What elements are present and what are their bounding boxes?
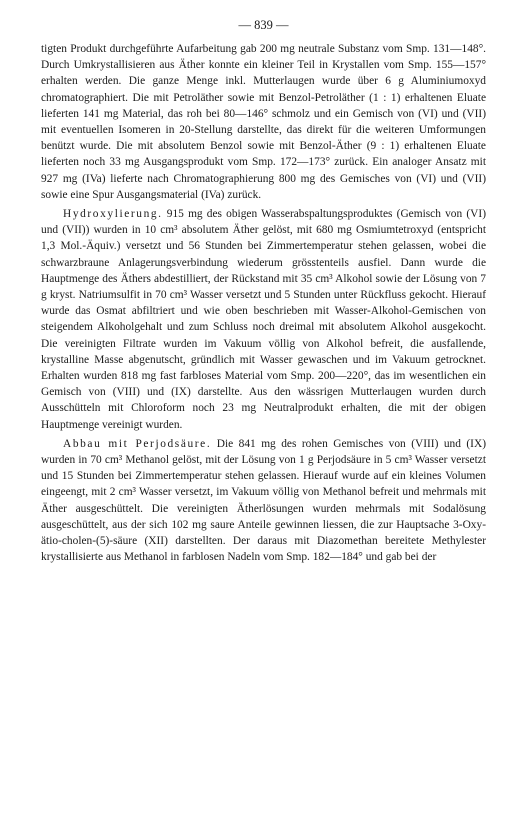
paragraph-continuation: [41, 41, 486, 203]
paragraph-hydroxylierung: [41, 206, 486, 433]
paragraph-abbau-perjodsaeure: [41, 436, 486, 566]
paragraph-text: 915 mg des obigen Wasserabspaltungsproduktes (Gemisch von (VI) und (VII)) wurden in 10 cm³ absolutem Äther gelöst, mit 680 mg Osmiumtetroxyd (entspricht 1,3 Mol.-Äquiv.) versetzt und 56 Stunden bei Zimmertemperatur stehen gelassen, wobei die schwarzbraune Anlagerungsverbindung wiederum grösstenteils ausfiel. Dann wurde die Hauptmenge des Äthers abdestilliert, der Rückstand mit 35 cm³ Alkohol sowie der Lösung von 7 g kryst. Natriumsulfit in 70 cm³ Wasser versetzt und 5 Stunden unter Rückfluss gekocht. Hierauf wurde das Osmat abfiltriert und wie oben beschrieben mit Wasser-Alkohol-Gemischen von steigendem Alkoholgehalt und zum Schluss noch dreimal mit absolutem Alkohol ausgekocht. Die vereinigten Filtrate wurden im Vakuum völlig von Alkohol befreit, die ausfallende, krystalline Masse abgenutscht, gründlich mit Wasser gewaschen und im Vakuum getrocknet. Erhalten wurden 818 mg fast farbloses Material vom Smp. 200—220°, das im wesentlichen ein Gemisch von (VIII) und (IX) darstellte. Aus den wässrigen Mutterlaugen wurden durch Ausschütteln mit Chloroform noch 23 mg Neutralprodukt erhalten, die mit der obigen Hauptmenge vereinigt wurden.: [41, 208, 486, 431]
paragraph-text: Die 841 mg des rohen Gemisches von (VIII) und (IX) wurden in 70 cm³ Methanol gelöst, mit der Lösung von 1 g Perjodsäure in 5 cm³ Wasser versetzt und 15 Stunden bei Zimmertemperatur stehen gelassen. Hierauf wurde auf ein kleines Volumen eingeengt, mit 2 cm³ Wasser versetzt, im Vakuum völlig von Methanol befreit und mehrmals mit Äther ausgeschüttelt. Die vereinigten Ätherlösungen wurden mehrmals mit Sodalösung ausgeschüttelt, aus der sich 102 mg saure Anteile gewinnen liessen, die zur Hauptsache 3-Oxy-ätio-cholen-(5)-säure (XII) darstellten. Der daraus mit Diazomethan bereitete Methylester krystallisierte aus Methanol in farblosen Nadeln vom Smp. 182—184° und gab bei der: [41, 437, 486, 564]
paragraph-lead-heading: Hydroxylierung.: [63, 208, 163, 221]
paragraph-lead-heading: Abbau mit Perjodsäure.: [63, 437, 212, 450]
paragraph-text: tigten Produkt durchgeführte Aufarbeitung gab 200 mg neutrale Substanz vom Smp. 131—148°. Durch Umkrystallisieren aus Äther konnte ein kleiner Teil in Krystallen vom Smp. 155—157° erhalten werden. Die ganze Menge inkl. Mutterlaugen wurde über 6 g Aluminiumoxyd chromatographiert. Die mit Petroläther sowie mit Benzol-Petroläther (1 : 1) erhaltenen Eluate lieferten 141 mg Material, das roh bei 80—146° schmolz und ein Gemisch von (VI) und (VII) mit eventuellen Isomeren in 20-Stellung darstellte, das direkt für die weiteren Umformungen benützt wurde. Die mit absolutem Benzol sowie mit Benzol-Äther (9 : 1) erhaltenen Eluate lieferten noch 33 mg Ausgangsprodukt vom Smp. 172—173° zurück. Ein analoger Ansatz mit 927 mg (IVa) lieferte nach Chromatographierung 800 mg des Gemisches von (VI) und (VII) sowie eine Spur Ausgangsmaterial (IVa) zurück.: [41, 43, 486, 201]
page-number: — 839 —: [238, 18, 289, 32]
